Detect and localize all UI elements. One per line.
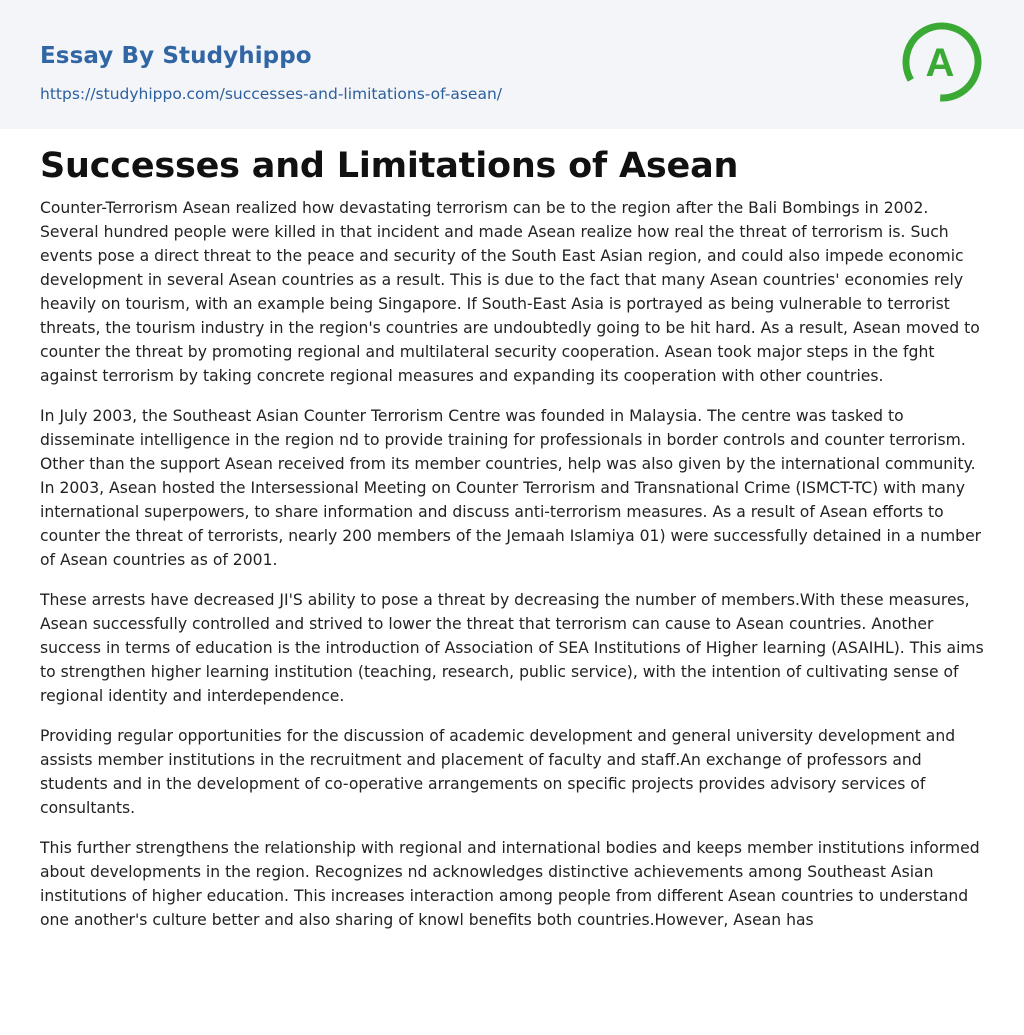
site-brand[interactable]: Essay By Studyhippo xyxy=(40,43,312,69)
logo-letter: A xyxy=(925,41,955,85)
essay-url-link[interactable]: https://studyhippo.com/successes-and-limitations-of-asean/ xyxy=(40,85,502,103)
site-header xyxy=(0,0,1024,129)
essay-paragraph: In July 2003, the Southeast Asian Counter Terrorism Centre was founded in Malaysia. The centre was tasked to disseminate intelligence in the region nd to provide training for professionals in border controls and counter terrorism. Other than the support Asean received from its member countries, help was also given by the international community. In 2003, Asean hosted the Intersessional Meeting on Counter Terrorism and Transnational Crime (ISMCT-TC) with many international superpowers, to share information and discuss anti-terrorism measures. As a result of Asean efforts to counter the threat of terrorists, nearly 200 members of the Jemaah Islamiya 01) were successfully detained in a number of Asean countries as of 2001. xyxy=(40,407,982,569)
essay-paragraph: These arrests have decreased JI'S ability to pose a threat by decreasing the number of members.With these measures, Asean successfully controlled and strived to lower the threat that terrorism can cause to Asean countries. Another success in terms of education is the introduction of Association of SEA Institutions of Higher learning (ASAIHL). This aims to strengthen higher learning institution (teaching, research, public service), with the intention of cultivating sense of regional identity and interdependence. xyxy=(40,591,984,705)
essay-paragraph: This further strengthens the relationship with regional and international bodies and keeps member institutions informed about developments in the region. Recognizes nd acknowledges distinctive achievements among Southeast Asian institutions of higher education. This increases interaction among people from different Asean countries to understand one another's culture better and also sharing of knowl benefits both countries.However, Asean has xyxy=(40,839,980,929)
essay-paragraph: Providing regular opportunities for the discussion of academic development and general university development and assists member institutions in the recruitment and placement of faculty and staff.An exchange of professors and students and in the development of co-operative arrangements on specific projects provides advisory services of consultants. xyxy=(40,727,956,817)
essay-body xyxy=(40,196,988,948)
essay-title: Successes and Limitations of Asean xyxy=(40,146,739,186)
essay-paragraph: Counter-Terrorism Asean realized how devastating terrorism can be to the region after the Bali Bombings in 2002. Several hundred people were killed in that incident and made Asean realize how real the threat of terrorism is. Such events pose a direct threat to the peace and security of the South East Asian region, and could also impede economic development in several Asean countries as a result. This is due to the fact that many Asean countries' economies rely heavily on tourism, with an example being Singapore. If South-East Asia is portrayed as being vulnerable to terrorist threats, the tourism industry in the region's countries are undoubtedly going to be hit hard. As a result, Asean moved to counter the threat by promoting regional and multilateral security cooperation. Asean took major steps in the fght against terrorism by taking concrete regional measures and expanding its cooperation with other countries. xyxy=(40,199,980,385)
studyhippo-logo-icon[interactable] xyxy=(898,18,986,106)
